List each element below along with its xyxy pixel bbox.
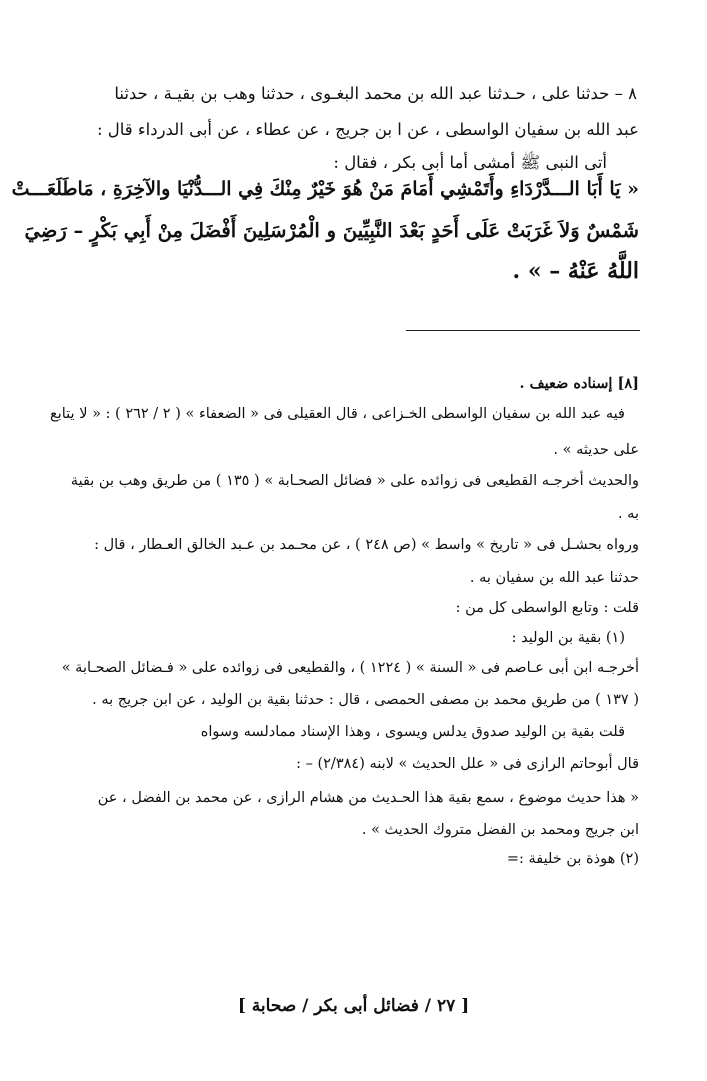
main-text-line-1: ٨ – حدثنا على ، حـدثنا عبد الله بن محمد البغـوى ، حدثنا وهب بن بقيـة ، حدثنا (114, 84, 637, 103)
main-text-line-2: عبد الله بن سفيان الواسطى ، عن ا بن جريج ، عن عطاء ، عن أبى الدرداء قال : (96, 120, 639, 139)
footnote-line-10: ( ١٣٧ ) من طريق محمد بن مصفى الحمصى ، قال : حدثنا بقية بن الوليد ، عن ابن جريج به . (92, 692, 639, 708)
footnote-line-5: ورواه بحشـل فى « تاريخ » واسط » (ص ٢٤٨ ) ، عن محـمد بن عـبد الخالق العـطار ، قال : (94, 537, 639, 553)
main-text-line-3: أتى النبى ﷺ أمشى أما أبى بكر ، فقال : (333, 153, 607, 172)
footnote-divider (406, 330, 640, 331)
footnote-line-2: على حديثه » . (553, 442, 639, 458)
hadith-line-2: شَمْسٌ وَلاَ غَرَبَتْ عَلَى أَحَدٍ بَعْدَ النَّبِيِّينَ و الْمُرْسَلِينَ أَفْضَلَ مِنْ أَبِي بَكْرٍ – رَضِيَ (24, 219, 639, 242)
footnote-line-7: قلت : وتابع الواسطى كل من : (455, 600, 639, 616)
footnote-line-9: أخرجـه ابن أبى عـاصم فى « السنة » ( ١٢٢٤ ) ، والقطيعى فى زوائده على « فـضائل الصحـابة » (61, 660, 639, 676)
footnote-heading: [٨] إسناده ضعيف . (519, 375, 639, 392)
page-footer-title: [ ٢٧ / فضائل أبى بكر / صحابة ] (237, 996, 470, 1016)
footnote-line-14: ابن جريج ومحمد بن الفضل متروك الحديث » . (361, 822, 639, 838)
footnote-line-8: (١) بقية بن الوليد : (511, 630, 625, 646)
footnote-line-1: فيه عبد الله بن سفيان الواسطى الخـزاعى ، قال العقيلى فى « الضعفاء » ( ٢ / ٢٦٢ ) : « لا يتابع (50, 406, 625, 422)
footnote-line-13: « هذا حديث موضوع ، سمع بقية هذا الحـديث من هشام الرازى ، عن محمد بن الفضل ، عن (97, 790, 639, 806)
footnote-line-3: والحديث أخرجـه القطيعى فى زوائده على « فضائل الصحـابة » ( ١٣٥ ) من طريق وهب بن بقية (70, 473, 639, 489)
footnote-line-12: قال أبوحاتم الرازى فى « علل الحديث » لابنه (٢/٣٨٤) – : (296, 756, 639, 772)
footnote-line-4: به . (617, 506, 639, 522)
footnote-line-15: (٢) هوذة بن خليفة := (506, 851, 639, 867)
footnote-line-11: قلت بقية بن الوليد صدوق يدلس ويسوى ، وهذا الإسناد ممادلسه وسواه (200, 724, 625, 740)
footnote-line-6: حدثنا عبد الله بن سفيان به . (469, 570, 639, 586)
hadith-line-3: اللَّهُ عَنْهُ – » . (512, 258, 639, 284)
hadith-line-1: « يَا أَبَا الـــدَّرْدَاءِ وأَتَمْشِي أَمَامَ مَنْ هُوَ خَيْرٌ مِنْكَ فِي الـــدُّنْيَا والآخِرَةِ ، مَاطَلَعَـــتْ (11, 178, 639, 200)
